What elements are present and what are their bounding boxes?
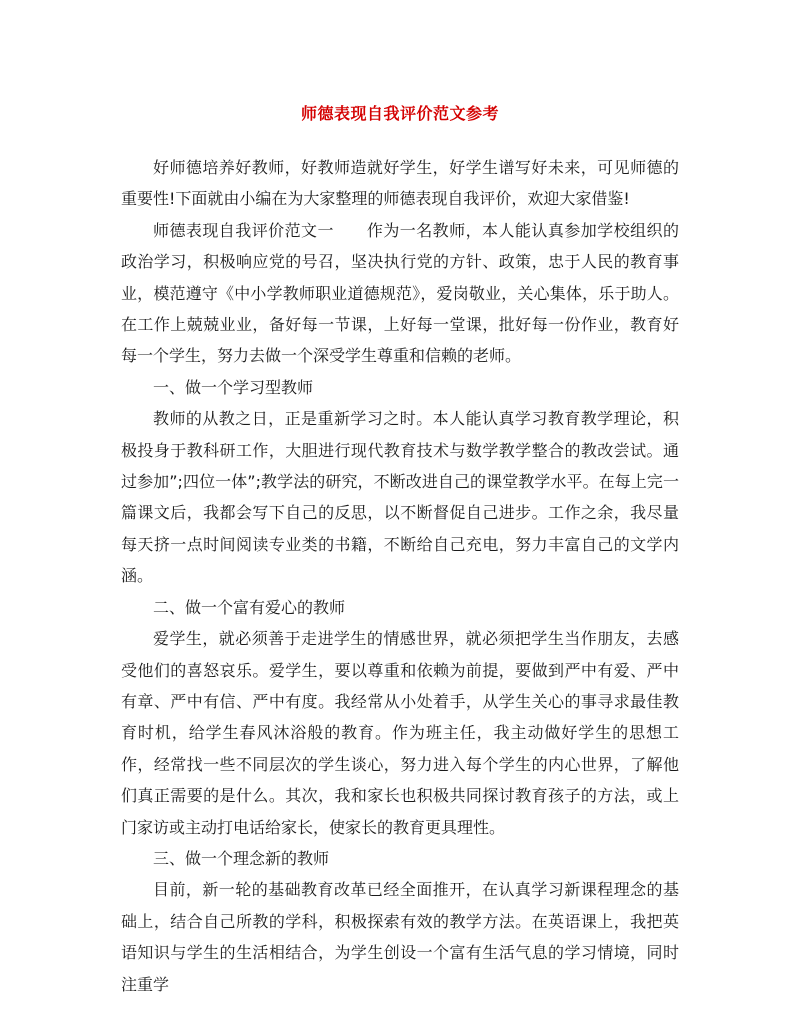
section-heading-new-ideas: 三、做一个理念新的教师 [153,848,330,868]
document-body [121,152,679,1000]
section-heading-learning: 一、做一个学习型教师 [153,377,314,397]
document-title: 师德表现自我评价范文参考 [300,104,499,123]
paragraph-sample-one: 师德表现自我评价范文一 作为一名教师，本人能认真参加学校组织的政治学习，积极响应党的号召，坚决执行党的方针、政策，忠于人民的教育事业，模范遵守《中小学教师职业道德规范》，爱岗敬业，关心集体，乐于助人。在工作上兢兢业业，备好每一节课，上好每一堂课，批好每一份作业，教育好每一个学生，努力去做一个深受学生尊重和信赖的老师。 [121,220,679,366]
section-heading-caring: 二、做一个富有爱心的教师 [153,597,346,617]
paragraph-learning: 教师的从教之日，正是重新学习之时。本人能认真学习教育教学理论，积极投身于教科研工作，大胆进行现代教育技术与数学教学整合的教改尝试。通过参加”;四位一体”;教学法的研究，不断改进自己的课堂教学水平。在每上完一篇课文后，我都会写下自己的反思，以不断督促自己进步。工作之余，我尽量每天挤一点时间阅读专业类的书籍，不断给自己充电，努力丰富自己的文学内涵。 [121,409,679,586]
paragraph-new-ideas: 目前，新一轮的基础教育改革已经全面推开，在认真学习新课程理念的基础上，结合自己所教的学科，积极探索有效的教学方法。在英语课上，我把英语知识与学生的生活相结合，为学生创设一个富有生活气息的学习情境，同时注重学 [121,880,679,994]
paragraph-caring: 爱学生，就必须善于走进学生的情感世界，就必须把学生当作朋友，去感受他们的喜怒哀乐。爱学生，要以尊重和依赖为前提，要做到严中有爱、严中有章、严中有信、严中有度。我经常从小处着手，从学生关心的事寻求最佳教育时机，给学生春风沐浴般的教育。作为班主任，我主动做好学生的思想工作，经常找一些不同层次的学生谈心，努力进入每个学生的内心世界，了解他们真正需要的是什么。其次，我和家长也积极共同探讨教育孩子的方法，或上门家访或主动打电话给家长，使家长的教育更具理性。 [121,629,679,837]
paragraph-intro: 好师德培养好教师，好教师造就好学生，好学生谱写好未来，可见师德的重要性!下面就由小编在为大家整理的师德表现自我评价，欢迎大家借鉴! [121,158,679,209]
